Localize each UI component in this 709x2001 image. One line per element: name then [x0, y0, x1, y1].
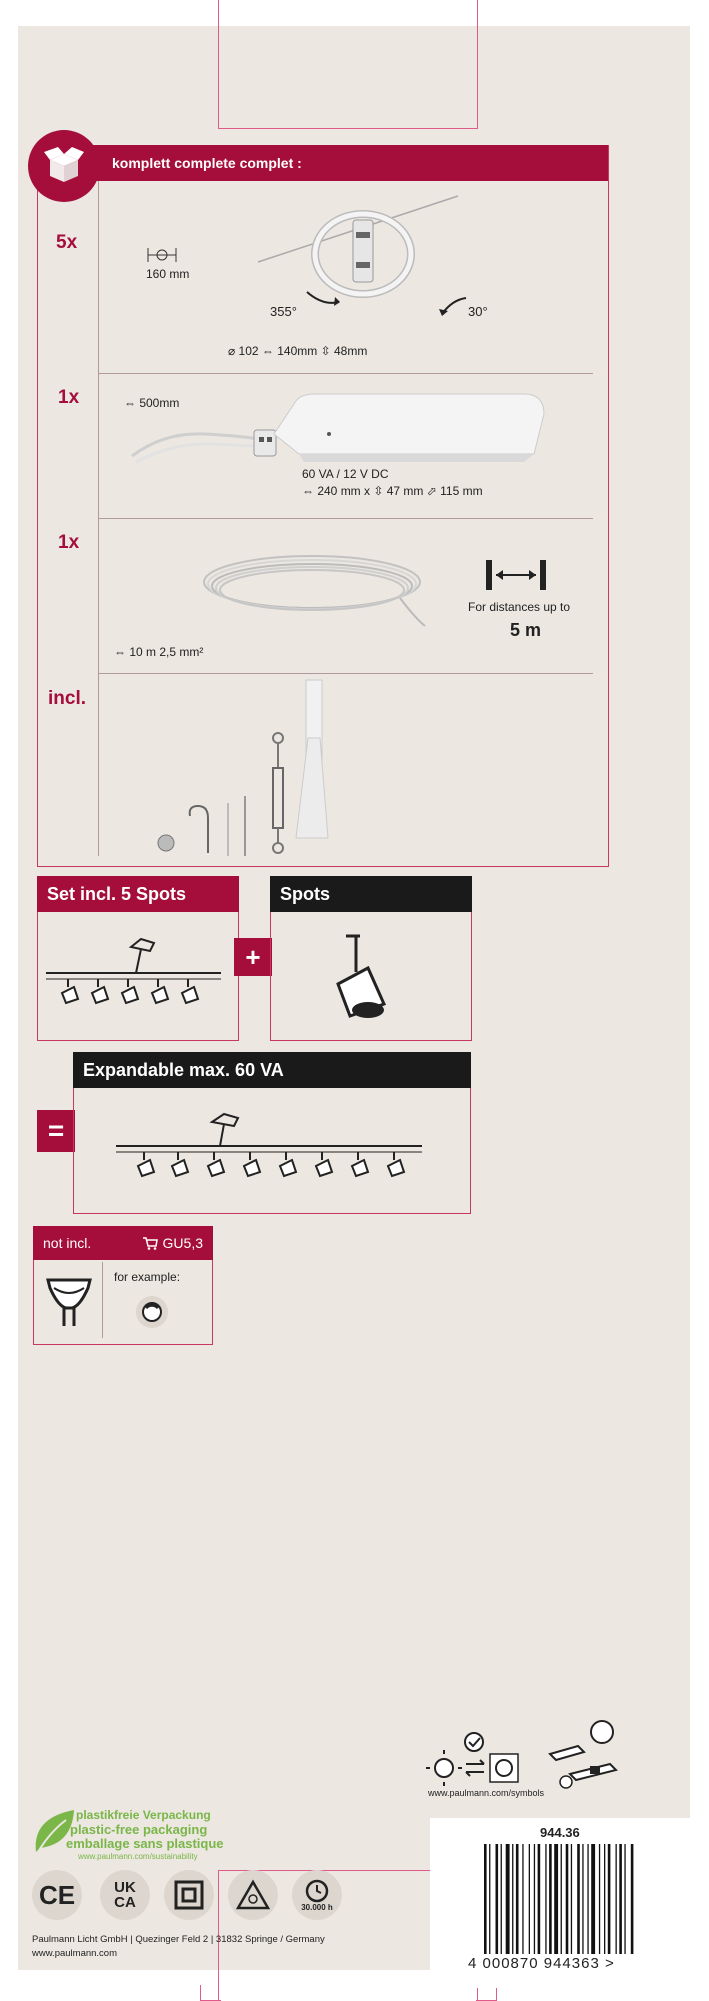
spots-header	[270, 876, 472, 912]
socket-wrap	[142, 1235, 203, 1251]
row-divider-3	[98, 673, 593, 674]
cart-icon	[142, 1236, 158, 1250]
spots-header-text: Spots	[280, 883, 331, 904]
safety-triangle-icon	[228, 1870, 278, 1920]
distance-icon	[486, 560, 546, 590]
company-address: Paulmann Licht GmbH | Quezinger Feld 2 | 31832 Springe / Germany	[32, 1934, 325, 1945]
not-incl-text: not incl.	[43, 1235, 92, 1251]
accessories-image	[150, 678, 330, 868]
lamp-header	[33, 1226, 213, 1260]
row2-power: 60 VA / 12 V DC	[302, 467, 389, 481]
components-header	[64, 145, 608, 181]
example-lamp-icon	[136, 1296, 168, 1328]
ukca-mark-icon	[100, 1870, 150, 1920]
company-url: www.paulmann.com	[32, 1948, 118, 1959]
row-divider-2	[98, 518, 593, 519]
row1-angle-right: 30°	[468, 304, 488, 319]
row1-angle-left: 355°	[270, 304, 297, 319]
expandable-header	[73, 1052, 471, 1088]
row3-distance-value: 5 m	[510, 620, 542, 640]
symbols-url: www.paulmann.com/symbols	[428, 1788, 545, 1798]
set-track-image	[46, 935, 226, 1025]
lamp-example-text: for example:	[114, 1270, 181, 1284]
equals-text: =	[47, 1115, 65, 1146]
spacing-icon	[146, 245, 186, 265]
components-header-text: komplett complete complet :	[112, 155, 302, 171]
row4-qty: incl.	[48, 688, 87, 709]
equals-sign	[37, 1110, 75, 1152]
row3-qty: 1x	[58, 532, 80, 553]
row2-dims: ⇔ 240 mm x ⇳ 47 mm ⬀ 115 mm	[302, 484, 483, 498]
steel-cable-coil-image	[200, 548, 430, 638]
row2-qty: 1x	[58, 387, 80, 408]
row2-cable: ⇔ 500mm	[124, 396, 180, 410]
lifetime-icon	[292, 1870, 342, 1920]
dieline-top-tab	[218, 0, 478, 129]
eco-line-3: emballage sans plastique	[66, 1836, 224, 1851]
row3-distance-label: For distances up to	[468, 600, 571, 614]
rotate-left-icon	[305, 288, 341, 308]
package-icon	[28, 130, 100, 202]
eco-line-1: plastikfreie Verpackung	[76, 1808, 211, 1822]
cable-holder-image	[258, 192, 478, 312]
row3-cable: ⇔ 10 m 2,5 mm²	[114, 645, 204, 659]
barcode-number: 4 000870 944363 >	[468, 1955, 615, 1972]
row1-dims: ⌀ 102 ⇔ 140mm ⇳ 48mm	[228, 344, 368, 358]
mr16-lamp-icon	[44, 1276, 94, 1332]
plus-text: +	[245, 941, 261, 972]
article-number: 944.36	[540, 1825, 580, 1840]
protection-class-icon	[164, 1870, 214, 1920]
ce-mark-icon	[32, 1870, 82, 1920]
spot-image	[328, 932, 408, 1032]
ukca-bottom: CA	[114, 1894, 136, 1911]
dimming-symbols-icon	[430, 1730, 540, 1790]
installation-symbols-icon	[548, 1720, 628, 1790]
row1-qty: 5x	[56, 232, 78, 253]
lifetime-hours: 30.000 h	[301, 1902, 333, 1912]
expandable-header-text: Expandable max. 60 VA	[83, 1059, 284, 1080]
expandable-track-image	[116, 1110, 426, 1210]
dieline-bottom-corner-left	[200, 1985, 221, 2001]
barcode-image	[484, 1844, 684, 1970]
set-header-text: Set incl. 5 Spots	[47, 883, 187, 904]
set-header	[37, 876, 239, 912]
ukca-top: UK	[114, 1879, 136, 1896]
socket-text: GU5,3	[162, 1235, 203, 1251]
eco-line-2: plastic-free packaging	[70, 1822, 208, 1837]
rotate-right-icon	[438, 296, 468, 318]
eco-url: www.paulmann.com/sustainability	[78, 1852, 198, 1861]
ce-text: CE	[38, 1879, 76, 1910]
lamp-divider	[102, 1262, 103, 1338]
plus-sign	[234, 938, 272, 976]
row1-spec-a: 160 mm	[146, 267, 190, 281]
